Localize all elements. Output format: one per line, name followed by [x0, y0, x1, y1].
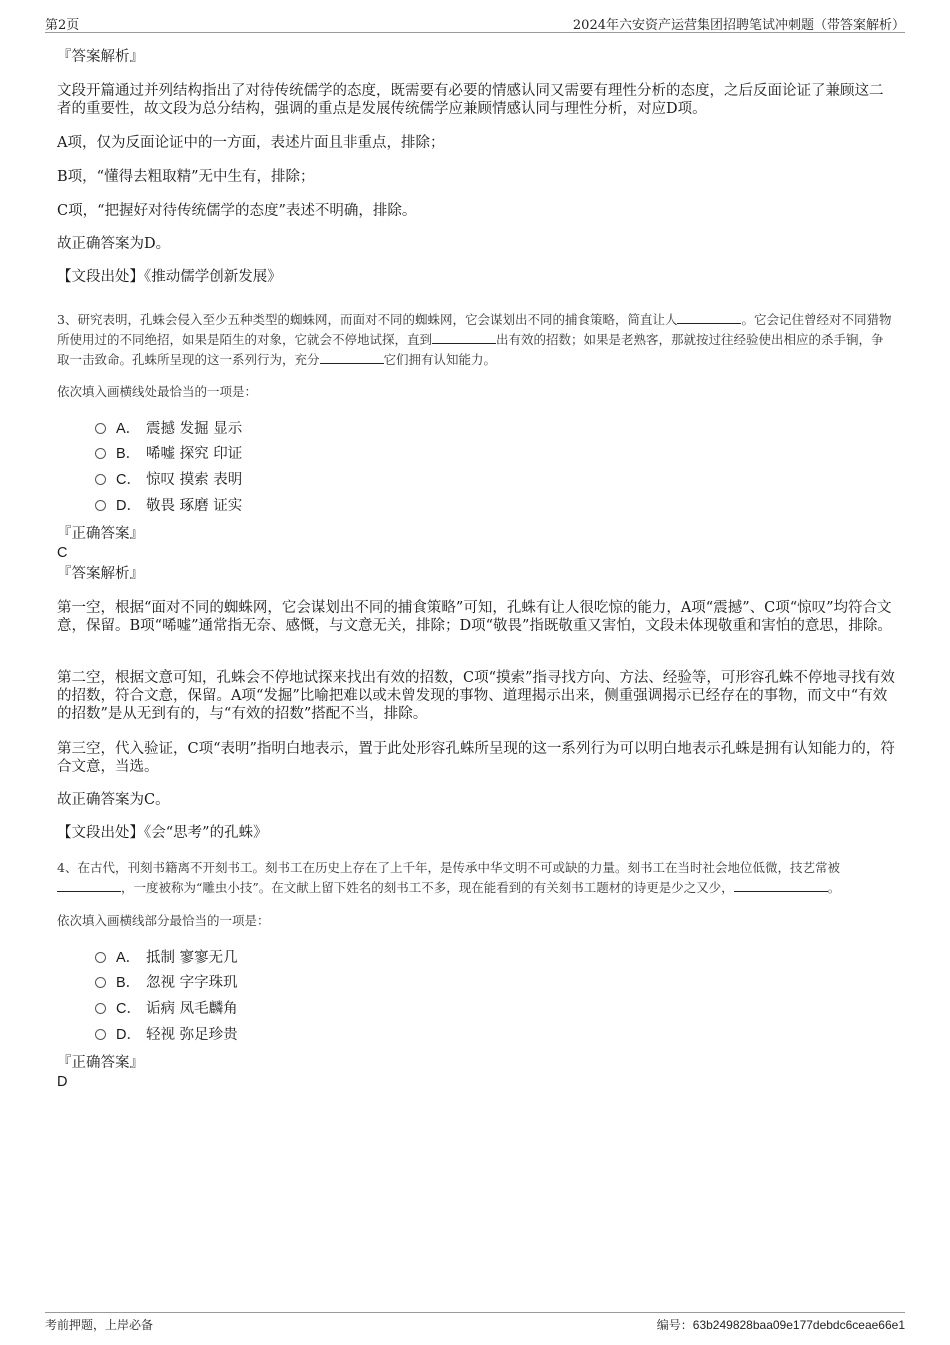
q2-analysis-label: 『答案解析』 [57, 49, 144, 65]
q3-analysis-para3: 第三空，代入验证，C项“表明”指明白地表示，置于此处形容孔蛛所呈现的这一系列行为可以明白地表示孔蛛是拥有认知能力的，符合文意，当选。 [57, 741, 895, 775]
q4-answer-label: 『正确答案』 [57, 1055, 144, 1071]
q2-analysis-para4: C项，“把握好对待传统儒学的态度”表述不明确，排除。 [57, 203, 417, 219]
q4-option-a[interactable] [95, 949, 238, 967]
q4-prompt: 依次填入画横线部分最恰当的一项是： [57, 913, 270, 928]
q3-blank-3[interactable] [320, 351, 384, 364]
option-text: 诟病 凤毛麟角 [146, 1001, 238, 1017]
option-letter: C． [116, 1001, 141, 1017]
radio-icon[interactable] [95, 474, 106, 485]
option-text: 唏嘘 探究 印证 [146, 446, 243, 462]
page-footer [45, 1312, 905, 1332]
q3-source: 【文段出处】《会“思考”的孔蛛》 [57, 825, 268, 841]
q4-blank-1[interactable] [57, 879, 121, 892]
q4-option-b[interactable] [95, 974, 238, 992]
q3-analysis-para2: 第二空，根据文意可知，孔蛛会不停地试探来找出有效的招数，C项“摸索”指寻找方向、方法、经验等，可形容孔蛛不停地寻找有效的招数，符合文意，保留。A项“发掘”比喻把难以或未曾发现的事物、道理揭示出来，侧重强调揭示已经存在的事物，而文中“有效的招数”是从无到有的，与“有效的招数”搭配不当，排除。 [57, 670, 895, 722]
option-letter: C． [116, 472, 141, 488]
option-letter: A． [116, 950, 141, 966]
option-letter: A． [116, 421, 141, 437]
q2-source: 【文段出处】《推动儒学创新发展》 [57, 269, 282, 285]
q2-analysis-para2: A项，仅为反面论证中的一方面，表述片面且非重点，排除； [57, 135, 445, 151]
option-letter: D． [116, 498, 141, 514]
q3-option-d[interactable] [95, 497, 242, 515]
page-number: 第2页 [45, 18, 80, 33]
q4-option-c[interactable] [95, 1000, 238, 1018]
q2-conclusion: 故正确答案为D。 [57, 236, 171, 252]
q4-blank-2[interactable] [734, 879, 828, 892]
q3-stem-part4: 它们拥有认知能力。 [383, 352, 497, 367]
option-text: 惊叹 摸索 表明 [146, 472, 243, 488]
q3-option-b[interactable] [95, 445, 242, 463]
option-letter: B． [116, 975, 141, 991]
document-code [657, 1316, 905, 1333]
radio-icon[interactable] [95, 500, 106, 511]
q4-answer: D [57, 1074, 68, 1090]
option-text: 轻视 弥足珍贵 [146, 1027, 238, 1043]
code-label: 编号： [656, 1318, 693, 1332]
q3-analysis-label: 『答案解析』 [57, 566, 144, 582]
option-letter: D． [116, 1027, 141, 1043]
q4-stem-part2: ，一度被称为“雕虫小技”。在文献上留下姓名的刻书工不多，现在能看到的有关刻书工题材的诗更是少之又少， [121, 880, 734, 895]
option-letter: B． [116, 446, 141, 462]
q3-option-a[interactable] [95, 420, 242, 438]
q2-analysis-para3: B项，“懂得去粗取精”无中生有，排除； [57, 169, 315, 185]
option-text: 敬畏 琢磨 证实 [146, 498, 243, 514]
option-text: 震撼 发掘 显示 [146, 421, 243, 437]
q4-option-d[interactable] [95, 1026, 238, 1044]
option-text: 抵制 寥寥无几 [146, 950, 238, 966]
radio-icon[interactable] [95, 977, 106, 988]
radio-icon[interactable] [95, 448, 106, 459]
document-title: 2024年六安资产运营集团招聘笔试冲刺题（带答案解析） [572, 18, 905, 33]
code-value: 63b249828baa09e177debdc6ceae66e1 [692, 1318, 905, 1332]
q4-stem-part3: 。 [827, 880, 841, 895]
q3-answer-label: 『正确答案』 [57, 526, 144, 542]
q3-stem-part1: 3、研究表明，孔蛛会侵入至少五种类型的蜘蛛网，而面对不同的蜘蛛网，它会谋划出不同的捕食策略，简直让人 [57, 312, 678, 327]
q3-conclusion: 故正确答案为C。 [57, 792, 170, 808]
q3-option-c[interactable] [95, 471, 242, 489]
q3-stem [57, 310, 895, 370]
q4-stem [57, 858, 895, 898]
radio-icon[interactable] [95, 952, 106, 963]
radio-icon[interactable] [95, 423, 106, 434]
option-text: 忽视 字字珠玑 [146, 975, 238, 991]
q3-blank-2[interactable] [432, 331, 496, 344]
q3-blank-1[interactable] [677, 311, 741, 324]
footer-slogan: 考前押题，上岸必备 [45, 1318, 154, 1332]
q3-answer: C [57, 545, 68, 561]
q2-analysis-para1: 文段开篇通过并列结构指出了对待传统儒学的态度，既需要有必要的情感认同又需要有理性分析的态度，之后反面论证了兼顾这二者的重要性，故文段为总分结构，强调的重点是发展传统儒学应兼顾情感认同与理性分析，对应D项。 [57, 83, 884, 117]
radio-icon[interactable] [95, 1029, 106, 1040]
q3-stem-part2: 。它会记住曾经对不同猎物所使用过的不同绝招，如果是陌生的对象，它就会不停地试探，直到 [57, 312, 892, 347]
q3-stem-part3: 出有效的招数；如果是老熟客，那就按过往经验使出相应的杀手锏，争取一击致命。孔蛛所呈现的这一系列行为，充分 [57, 332, 884, 367]
q4-stem-part1: 4、在古代，刊刻书籍离不开刻书工。刻书工在历史上存在了上千年，是传承中华文明不可或缺的力量。刻书工在当时社会地位低微，技艺常被 [57, 860, 840, 875]
q3-prompt: 依次填入画横线处最恰当的一项是： [57, 384, 258, 399]
radio-icon[interactable] [95, 1003, 106, 1014]
page-header [45, 14, 905, 33]
q3-analysis-para1: 第一空，根据“面对不同的蜘蛛网，它会谋划出不同的捕食策略”可知，孔蛛有让人很吃惊的能力，A项“震撼”、C项“惊叹”均符合文意，保留。B项“唏嘘”通常指无奈、感慨，与文意无关，排除；D项“敬畏”指既敬重又害怕，文段未体现敬重和害怕的意思，排除。 [57, 600, 892, 634]
